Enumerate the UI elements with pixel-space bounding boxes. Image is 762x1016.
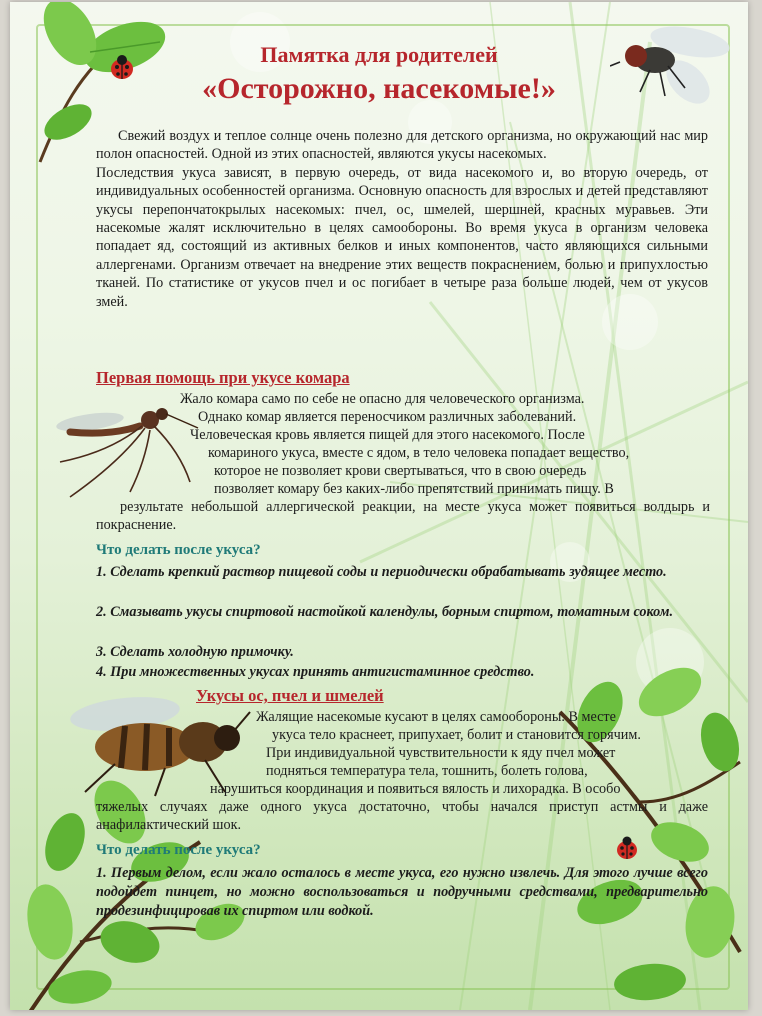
bees-line-2: укуса тело краснеет, припухает, болит и становится горячим. [272,727,641,743]
mosquito-tail: результате небольшой аллергической реакции, на месте укуса может появиться волдырь и покраснение. [96,499,710,534]
poster-subtitle: Памятка для родителей [260,42,498,67]
mosquito-step-2: 2. Смазывать укусы спиртовой настойкой календулы, борным спиртом, томатным соком. [96,604,673,620]
intro-paragraph-1: Свежий воздух и теплое солнце очень полезно для детского организма, но окружающий нас мир полон опасностей. Одной из этих опасностей, являются укусы насекомых. [96,128,708,163]
bees-step-1: 1. Первым делом, если жало осталось в месте укуса, его нужно извлечь. Для этого лучше всего подойдет пинцет, но можно воспользоваться и подручными средствами, предварительно продезинфицировав их спиртом или водкой. [96,865,708,919]
mosquito-step-1: 1. Сделать крепкий раствор пищевой соды и периодически обрабатывать зудящее место. [96,564,667,580]
intro-paragraph-2: Последствия укуса зависят, в первую очередь, от вида насекомого и, во вторую очередь, от индивидуальных особенностей организма. Основную опасность для взрослых и детей представляют укусы перепончатокрылых насекомых: пчел, ос, шмелей, шершней, красных муравьев. Эти насекомые жалят исключительно в целях самообороны. Во время укуса в организм человека попадает яд, состоящий из активных белков и иных компонентов, часто являющихся сильными аллергенами. Организм отвечает на внедрение этих веществ покраснением, болью и припухлостью тканей. По статистике от укусов пчел и ос погибает в четыре раза больше людей, чем от укусов змей. [96,164,708,310]
bees-line-3: При индивидуальной чувствительности к яду пчел может [266,745,616,761]
mosquito-line-4: комариного укуса, вместе с ядом, в тело человека попадает вещество, [208,445,630,461]
mosquito-line-6: позволяет комару без каких-либо препятствий принимать пищу. В [214,481,614,497]
mosquito-line-1: Жало комара само по себе не опасно для человеческого организма. [180,391,585,407]
mosquito-question: Что делать после укуса? [96,542,261,558]
bees-line-1: Жалящие насекомые кусают в целях самообороны. В месте [256,709,616,725]
mosquito-line-2: Однако комар является переносчиком различных заболеваний. [198,409,577,425]
bees-question: Что делать после укуса? [96,842,261,858]
mosquito-heading: Первая помощь при укусе комара [96,368,350,387]
ladybug-icon [614,836,640,862]
bees-line-4: подняться температура тела, тошнить, болеть голова, [266,763,588,779]
poster-title: «Осторожно, насекомые!» [202,72,556,105]
poster-sheet [10,2,748,1010]
intro-block [96,127,708,311]
bees-heading: Укусы ос, пчел и шмелей [196,686,384,705]
mosquito-line-3: Человеческая кровь является пищей для этого насекомого. После [190,427,585,443]
mosquito-icon [50,392,200,502]
mosquito-line-5: которое не позволяет крови свертываться, что в свою очередь [214,463,587,479]
mosquito-step-3: 3. Сделать холодную примочку. [96,644,294,660]
bees-line-5: нарушиться координация и появиться вялость и лихорадка. В особо [210,781,621,797]
bees-tail: тяжелых случаях даже одного укуса достаточно, чтобы начался приступ астмы и даже анафилактический шок. [96,799,708,834]
mosquito-step-4: 4. При множественных укусах принять антигистаминное средство. [96,664,535,680]
